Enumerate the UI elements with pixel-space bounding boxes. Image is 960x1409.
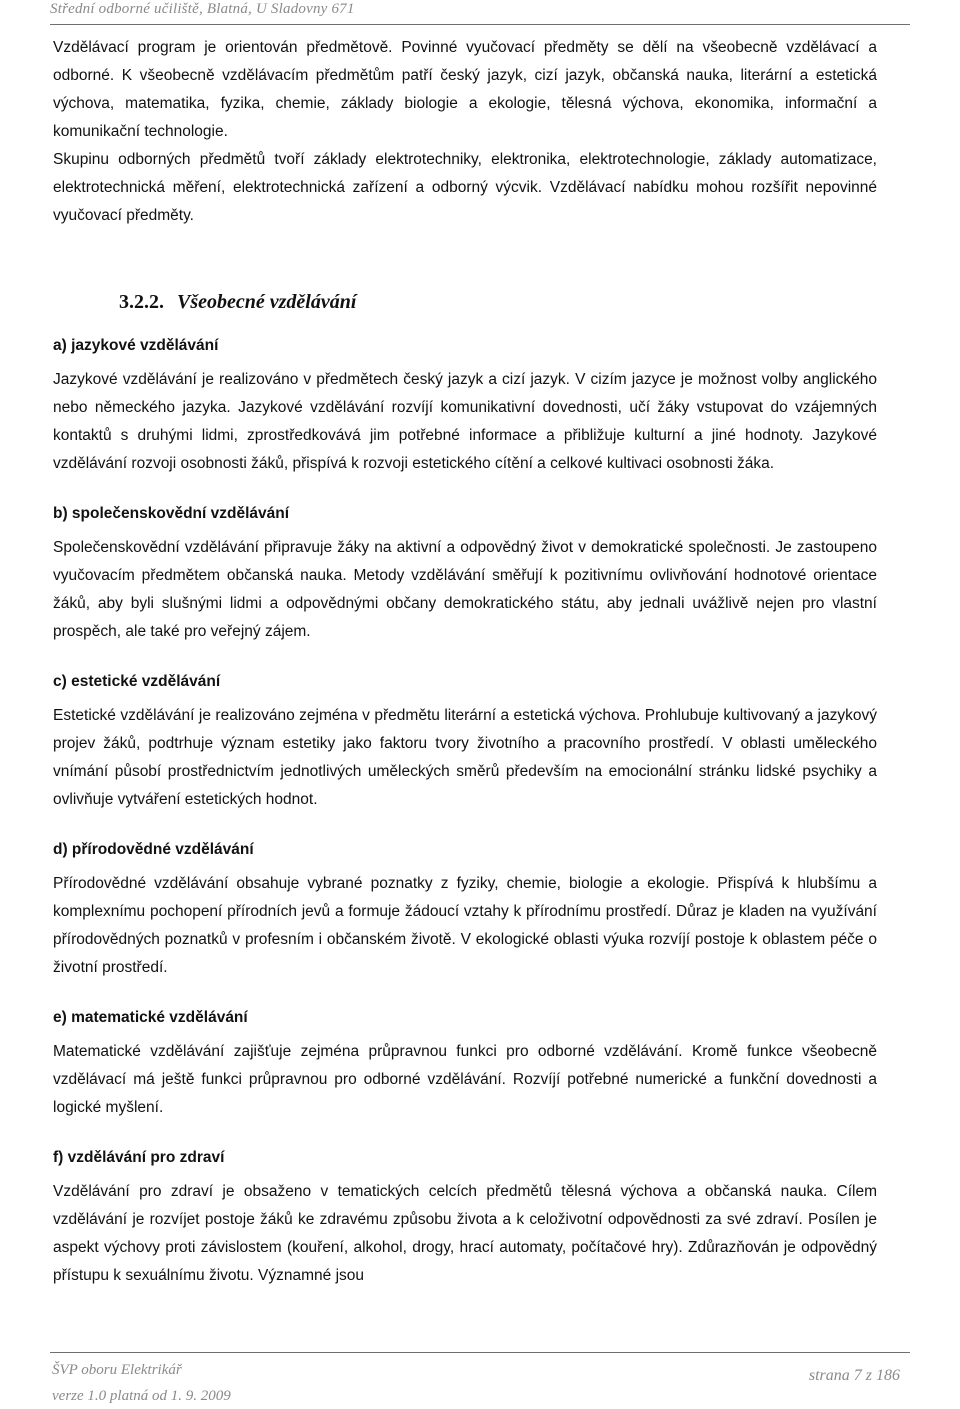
- header-school-name: Střední odborné učiliště, Blatná, U Sladovny 671: [50, 1, 355, 17]
- page-header: [50, 0, 910, 25]
- footer-program: ŠVP oboru Elektrikář: [52, 1362, 182, 1378]
- section-number: 3.2.2.: [119, 291, 164, 313]
- subsection-text-f: Vzdělávání pro zdraví je obsaženo v tematických celcích předmětů tělesná výchova a občanská nauka. Cílem vzdělávání je rozvíjet postoje žáků ke zdravému způsobu života a k celoživotní odpovědnosti za své zdraví. Posílen je aspekt výchovy proti závislostem (kouření, alkohol, drogy, hrací automaty, počítačové hry). Zdůrazňován je odpovědný přístupu k sexuálnímu životu. Významné jsou: [53, 1183, 877, 1284]
- page-footer: [50, 1352, 910, 1404]
- section-heading: [119, 288, 877, 316]
- footer-version: verze 1.0 platná od 1. 9. 2009: [52, 1388, 231, 1404]
- subsection-heading-f: f) vzdělávání pro zdraví: [53, 1149, 225, 1166]
- intro-paragraph-1: Vzdělávací program je orientován předmětově. Povinné vyučovací předměty se dělí na všeobecně vzdělávací a odborné. K všeobecně vzdělávacím předmětům patří český jazyk, cizí jazyk, občanská nauka, literární a estetická výchova, matematika, fyzika, chemie, základy biologie a ekologie, tělesná výchova, ekonomika, informační a komunikační technologie.: [53, 39, 877, 140]
- section-title: Všeobecné vzdělávání: [177, 291, 357, 313]
- subsection-text-c: Estetické vzdělávání je realizováno zejména v předmětu literární a estetická výchova. Prohlubuje kultivovaný a jazykový projev žáků, podtrhuje význam estetiky jako faktoru tvory životního a pracovního prostředí. V oblasti uměleckého vnímání působí prostřednictvím jednotlivých uměleckých směrů především na emocionální stránku lidské psychiky a ovlivňuje vytváření estetických hodnot.: [53, 707, 877, 808]
- subsection-text-e: Matematické vzdělávání zajišťuje zejména průpravnou funkci pro odborné vzdělávání. Kromě funkce všeobecně vzdělávací má ještě funkci průpravnou pro odborné vzdělávání. Rozvíjí potřebné numerické a funkční dovednosti a logické myšlení.: [53, 1043, 877, 1116]
- document-body: [53, 34, 877, 1290]
- footer-left: [52, 1357, 231, 1409]
- subsection-heading-c: c) estetické vzdělávání: [53, 673, 221, 690]
- subsection-text-a: Jazykové vzdělávání je realizováno v předmětech český jazyk a cizí jazyk. V cizím jazyce je možnost volby anglického nebo německého jazyka. Jazykové vzdělávání rozvíjí komunikativní dovednosti, učí žáky vstupovat do vzájemných kontaktů s druhými lidmi, zprostředkovává jim potřebné informace a přibližuje kulturní a jiné hodnoty. Jazykové vzdělávání rozvoji osobnosti žáků, přispívá k rozvoji estetického cítění a celkové kultivaci osobnosti žáka.: [53, 371, 877, 472]
- footer-page-number: strana 7 z 186: [808, 1367, 900, 1384]
- subsection-heading-d: d) přírodovědné vzdělávání: [53, 841, 254, 858]
- subsection-heading-e: e) matematické vzdělávání: [53, 1009, 248, 1026]
- subsection-heading-a: a) jazykové vzdělávání: [53, 337, 219, 354]
- intro-paragraph-2: Skupinu odborných předmětů tvoří základy elektrotechniky, elektronika, elektrotechnologie, základy automatizace, elektrotechnická měření, elektrotechnická zařízení a odborný výcvik. Vzdělávací nabídku mohou rozšířit nepovinné vyučovací předměty.: [53, 151, 877, 224]
- subsection-text-b: Společenskovědní vzdělávání připravuje žáky na aktivní a odpovědný život v demokratické společnosti. Je zastoupeno vyučovacím předmětem občanská nauka. Metody vzdělávání směřují k pozitivnímu ovlivňování hodnotové orientace žáků, aby byli slušnými lidmi a odpovědnými občany demokratického státu, aby jednali uvážlivě nejen pro vlastní prospěch, ale také pro veřejný zájem.: [53, 539, 877, 640]
- subsection-heading-b: b) společenskovědní vzdělávání: [53, 505, 290, 522]
- subsection-text-d: Přírodovědné vzdělávání obsahuje vybrané poznatky z fyziky, chemie, biologie a ekologie. Přispívá k hlubšímu a komplexnímu pochopení přírodních jevů a formuje žádoucí vztahy k přírodnímu prostředí. Důraz je kladen na využívání přírodovědných poznatků v profesním i občanském životě. V ekologické oblasti výuka rozvíjí postoje k oblastem péče o životní prostředí.: [53, 875, 877, 976]
